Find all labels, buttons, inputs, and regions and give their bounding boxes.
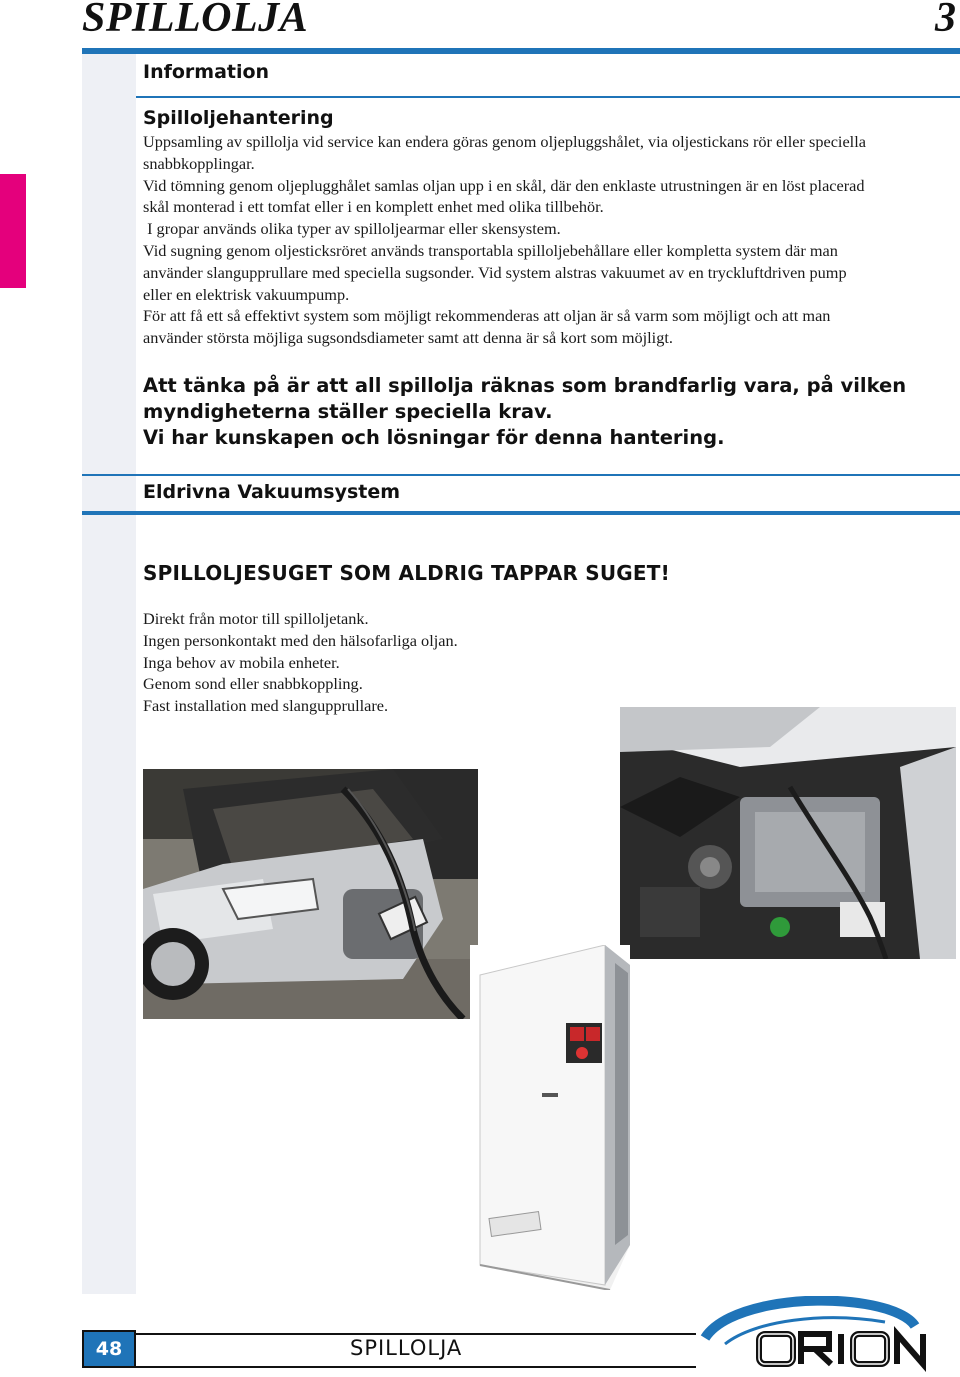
engine-bay-photo [620, 707, 956, 959]
handling-line: Uppsamling av spillolja vid service kan endera göras genom oljepluggshålet, via oljestickans rör eller speciella [143, 132, 866, 151]
information-rule [136, 96, 960, 98]
chapter-number: 3 [935, 0, 956, 41]
vacuum-cabinet-photo [470, 945, 630, 1290]
footer-bottom-rule [136, 1366, 696, 1368]
statement-line: Att tänka på är att all spillolja räknas som brandfarlig vara, på vilken [143, 374, 907, 397]
handling-line: I gropar används olika typer av spilloljearmar eller skensystem. [143, 219, 561, 239]
orion-logo-mark [695, 1296, 957, 1372]
page-number: 48 [82, 1330, 136, 1368]
engine-bay-illustration [620, 707, 956, 959]
feature-item: Fast installation med slangupprullare. [143, 696, 389, 716]
vacuum-top-rule [82, 474, 960, 476]
information-heading: Information [143, 61, 270, 83]
handling-line: snabbkopplingar. [143, 153, 255, 173]
car-suction-photo [143, 769, 478, 1019]
page-title: SPILLOLJA [82, 0, 309, 41]
handling-body [143, 131, 958, 349]
warning-statement [143, 373, 943, 451]
slogan: SPILLOLJESUGET SOM ALDRIG TAPPAR SUGET! [143, 561, 670, 585]
handling-line: Vid sugning genom oljesticksröret används transportabla spilloljebehållare eller kompletta system där man [143, 240, 838, 260]
handling-line: Vid tömning genom oljeplugghålet samlas oljan upp i en skål, där den enklaste utrustningen är en löst placerad [143, 175, 865, 195]
footer-label: SPILLOLJA [350, 1336, 463, 1360]
statement-line: Vi har kunskapen och lösningar för denna hantering. [143, 426, 725, 449]
handling-line: använder slangupprullare med speciella sugsonder. Vid system alstras vakuumet av en tryckluftdriven pump [143, 262, 847, 282]
handling-line: använder största möjliga sugsondsdiameter samt att denna är så kort som möjligt. [143, 328, 673, 348]
statement-line: myndigheterna ställer speciella krav. [143, 400, 553, 423]
chapter-tab [0, 174, 26, 288]
feature-item: Genom sond eller snabbkoppling. [143, 674, 363, 694]
vacuum-heading: Eldrivna Vakuumsystem [143, 481, 401, 503]
footer-top-rule [136, 1333, 696, 1335]
handling-line: eller en elektrisk vakuumpump. [143, 284, 350, 304]
handling-line: skål monterad i ett tomfat eller i en komplett enhet med olika tillbehör. [143, 197, 604, 217]
vacuum-cabinet-illustration [470, 945, 630, 1290]
car-suction-illustration [143, 769, 478, 1019]
orion-logo [695, 1296, 957, 1372]
handling-line: För att få ett så effektivt system som möjligt rekommenderas att oljan är så varm som möjligt och att man [143, 306, 831, 326]
handling-heading: Spilloljehantering [143, 107, 334, 129]
feature-item: Direkt från motor till spilloljetank. [143, 609, 369, 628]
feature-item: Inga behov av mobila enheter. [143, 652, 340, 672]
vacuum-bottom-rule [82, 511, 960, 515]
left-margin-strip [82, 54, 136, 1294]
feature-item: Ingen personkontakt med den hälsofarliga oljan. [143, 630, 458, 650]
feature-list [143, 608, 643, 717]
top-rule [82, 48, 960, 54]
